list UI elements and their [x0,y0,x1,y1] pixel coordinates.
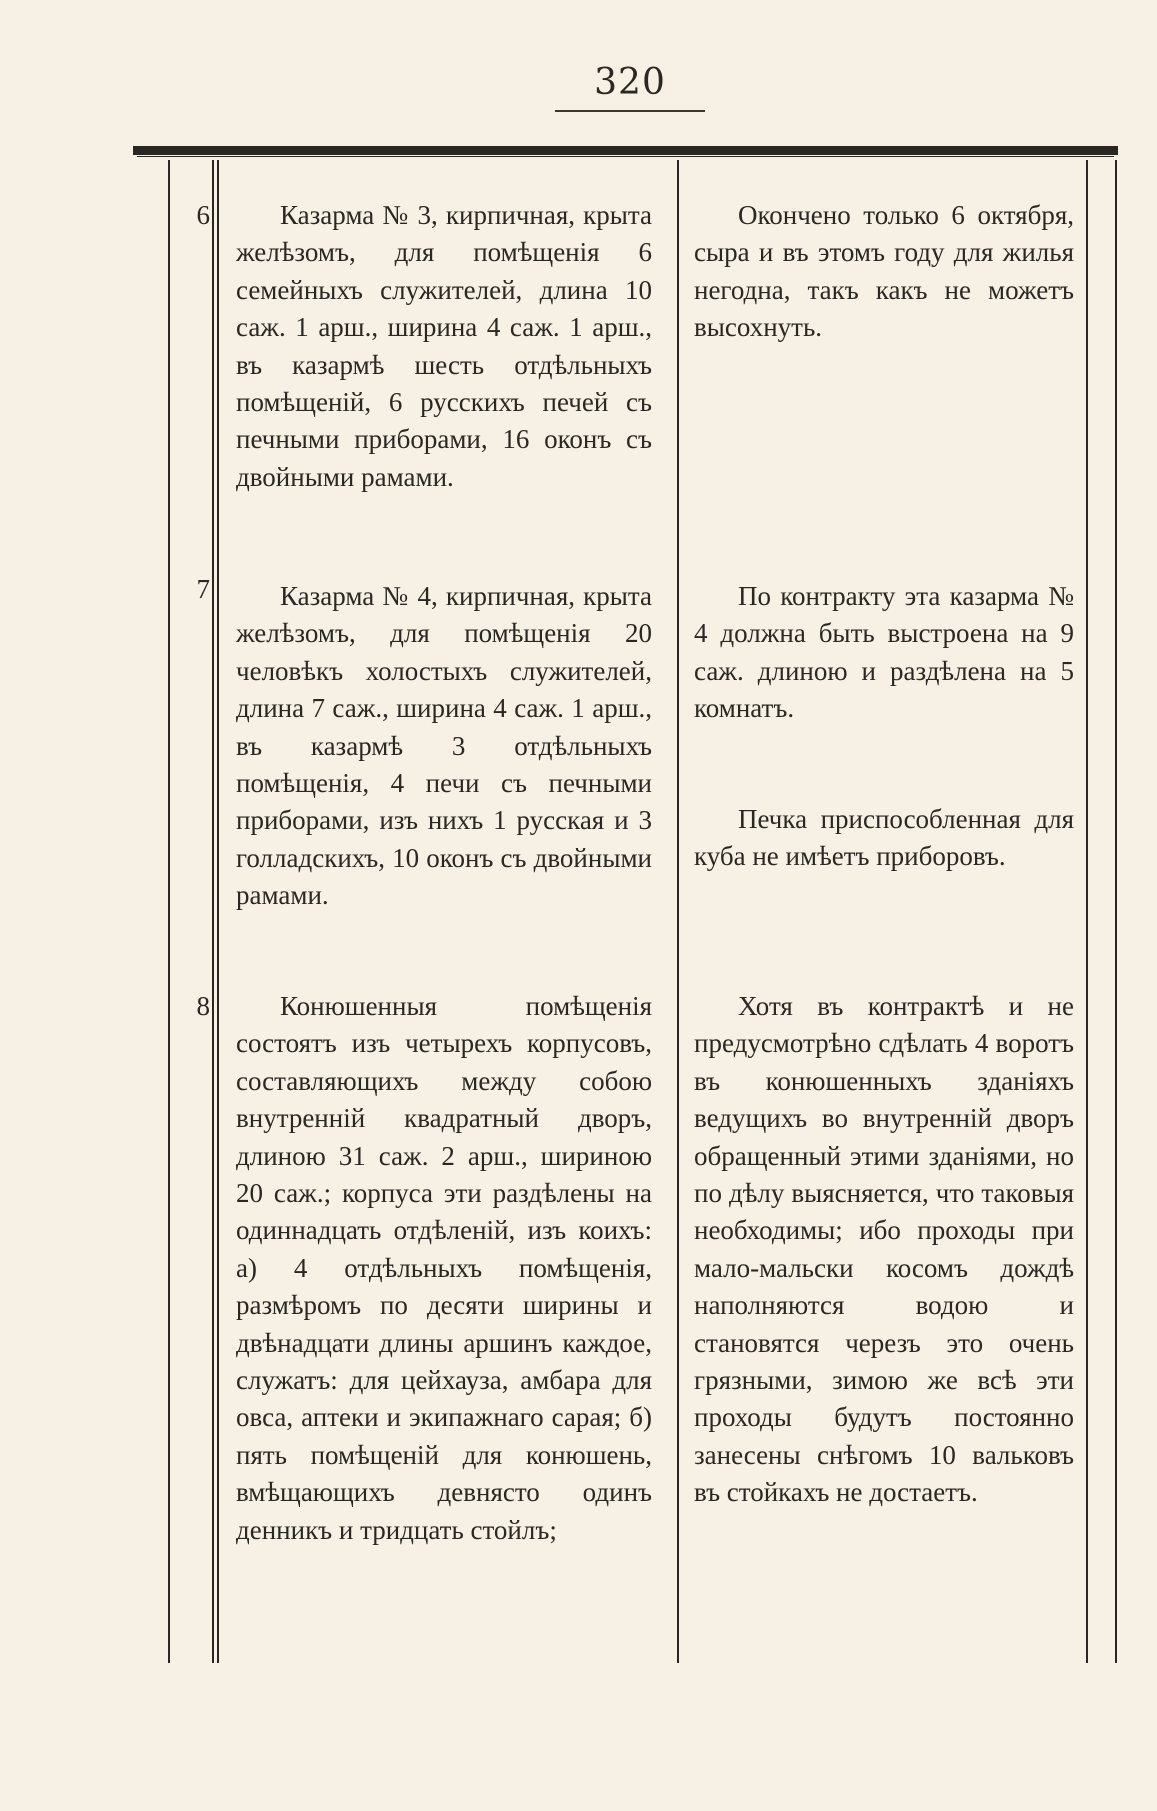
number-column-divider-outer [212,160,214,1663]
table-top-rule [133,146,1118,155]
remarks-column-divider [677,160,679,1663]
row-description: Казарма № 3, кирпичная, крыта желѣзомъ, для помѣщенія 6 семейныхъ служителей, длина 10 саж. 1 арш., ширина 4 саж. 1 арш., въ казармѣ шесть отдѣльныхъ помѣщеній, 6 русскихъ печей съ печными приборами, 16 оконъ съ двойными рамами. [236,200,652,492]
page-number-rule [555,110,705,112]
row-number: 6 [196,200,210,230]
page-number: 320 [594,62,666,103]
table-right-border-outer [1115,160,1117,1663]
row-remark: Печка приспособленная для куба не имѣетъ приборовъ. [694,804,1074,872]
row-remark: Хотя въ контрактѣ и не предусмотрѣно сдѣлать 4 воротъ въ конюшенныхъ зданіяхъ ведущихъ во внутренній дворъ обращенный этими зданіями, но по дѣлу выясняется, что таковыя необходимы; ибо проходы при мало-мальски косомъ дождѣ наполняются водою и становятся черезъ это очень грязными, зимою же всѣ эти проходы будутъ постоянно занесены снѣгомъ 10 вальковъ въ стойкахъ не достаетъ. [694,991,1074,1508]
row-remark: Окончено только 6 октября, сыра и въ этомъ году для жилья негодна, такъ какъ не можетъ высохнуть. [694,200,1074,343]
row-description: Казарма № 4, кирпичная, крыта желѣзомъ, для помѣщенія 20 человѣкъ холостыхъ служителей, длина 7 саж., ширина 4 саж. 1 арш., въ казармѣ 3 отдѣльныхъ помѣщенія, 4 печи съ печными приборами, изъ нихъ 1 русская и 3 голладскихъ, 10 оконъ съ двойными рамами. [236,581,652,911]
row-description: Конюшенныя помѣщенія состоятъ изъ четырехъ корпусовъ, составляющихъ между собою внутренній квадратный дворъ, длиною 31 саж. 2 арш., шириною 20 саж.; корпуса эти раздѣлены на одиннадцать отдѣленій, изъ коихъ: а) 4 отдѣльныхъ помѣщенія, размѣромъ по десяти ширины и двѣнадцати длины аршинъ каждое, служатъ: для цейхауза, амбара для овса, аптеки и экипажнаго сарая; б) пять помѣщеній для конюшень, вмѣщающихъ девнясто одинъ денникъ и тридцать стойлъ; [236,991,652,1545]
table-right-border-inner [1086,160,1088,1663]
number-column-divider-inner [217,160,219,1663]
table-left-border [168,160,170,1663]
row-number: 8 [196,991,210,1021]
row-remark: По контракту эта казарма № 4 должна быть выстроена на 9 саж. длиною и раздѣлена на 5 комнатъ. [694,581,1074,724]
row-number: 7 [196,574,210,604]
